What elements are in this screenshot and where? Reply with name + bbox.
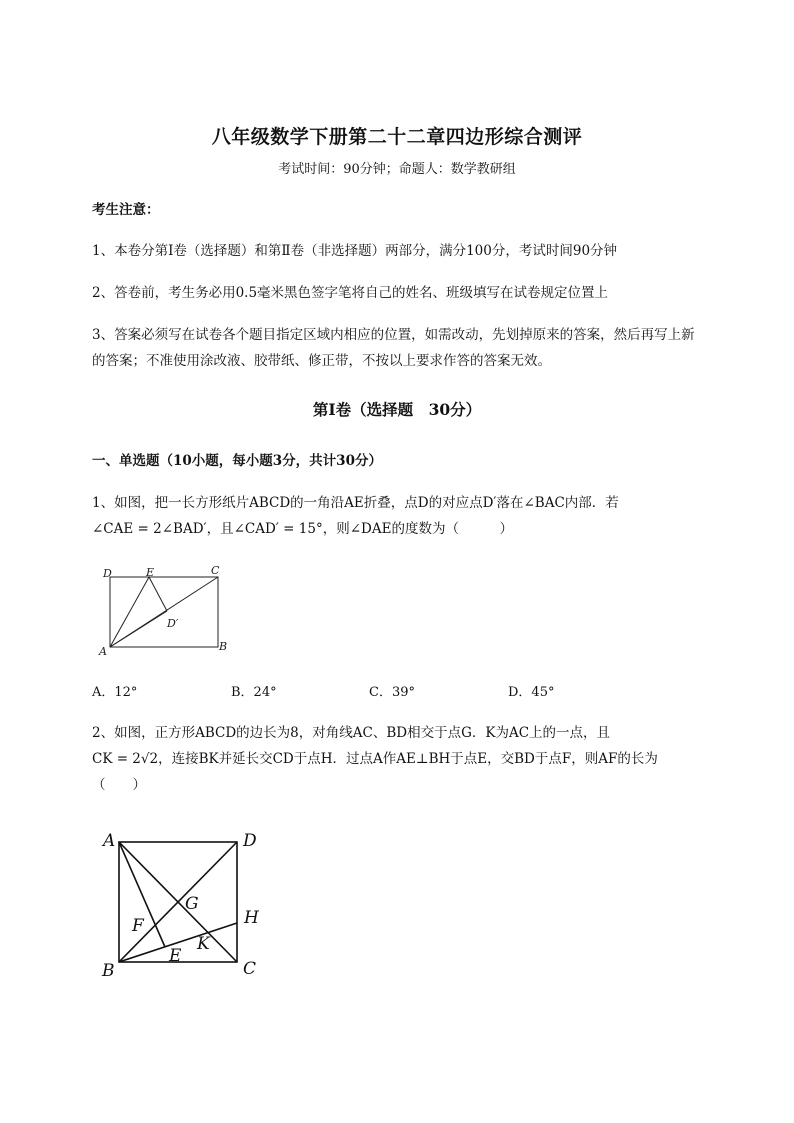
- notice-item-2: 2、答卷前，考生务必用0.5毫米黑色签字笔将自己的姓名、班级填写在试卷规定位置上: [92, 285, 609, 301]
- q2-stem-line3: （ ）: [92, 777, 146, 793]
- label-a: A: [99, 645, 107, 658]
- segment-ed-prime: [149, 577, 167, 611]
- q1-stem-line2: ∠CAE = 2∠BAD′，且∠CAD′ = 15°，则∠DAE的度数为（ ）: [92, 521, 513, 537]
- exam-info: 考试时间：90分钟；命题人：数学教研组: [278, 162, 516, 177]
- notice-heading: 考生注意：: [92, 202, 160, 218]
- label-e: E: [169, 946, 182, 966]
- section-title: 第Ⅰ卷（选择题 30分）: [312, 400, 482, 419]
- q2-figure: [95, 822, 275, 987]
- label-d: D: [243, 831, 257, 851]
- label-a: A: [103, 831, 116, 851]
- q1-option-b[interactable]: B．24°: [231, 685, 277, 700]
- q1-option-d[interactable]: D．45°: [508, 685, 555, 700]
- label-g: G: [185, 894, 199, 914]
- page-title: 八年级数学下册第二十二章四边形综合测评: [211, 126, 583, 148]
- label-b: B: [219, 640, 228, 653]
- label-d: D: [103, 567, 112, 580]
- q1-figure: [95, 560, 245, 660]
- part-heading: 一、单选题（10小题，每小题3分，共计30分）: [92, 453, 382, 469]
- notice-item-3-cont: 的答案；不准使用涂改液、胶带纸、修正带，不按以上要求作答的答案无效。: [92, 353, 551, 369]
- label-d-prime: D′: [167, 617, 179, 630]
- label-c: C: [243, 959, 257, 979]
- q1-option-a[interactable]: A．12°: [92, 685, 138, 700]
- label-c: C: [211, 564, 220, 577]
- notice-item-3: 3、答案必须写在试卷各个题目指定区域内相应的位置，如需改动，先划掉原来的答案，然后再写上新: [92, 327, 695, 343]
- label-h: H: [244, 908, 259, 928]
- q2-stem-line2: CK = 2√2，连接BK并延长交CD于点H．过点A作AE⊥BH于点E，交BD于点F，则AF的长为: [92, 751, 658, 767]
- notice-item-1: 1、本卷分第Ⅰ卷（选择题）和第Ⅱ卷（非选择题）两部分，满分100分，考试时间90分钟: [92, 243, 618, 259]
- q1-stem-line1: 1、如图，把一长方形纸片ABCD的一角沿AE折叠，点D的对应点D′落在∠BAC内部．若: [92, 495, 619, 511]
- segment-ad-prime: [110, 611, 167, 647]
- fold-line-ae: [110, 577, 149, 647]
- label-k: K: [197, 934, 210, 954]
- label-f: F: [132, 916, 144, 936]
- q2-stem-line1: 2、如图，正方形ABCD的边长为8，对角线AC、BD相交于点G．K为AC上的一点，且: [92, 725, 611, 741]
- label-e: E: [146, 566, 155, 579]
- label-b: B: [102, 961, 115, 981]
- q1-option-c[interactable]: C．39°: [369, 685, 415, 700]
